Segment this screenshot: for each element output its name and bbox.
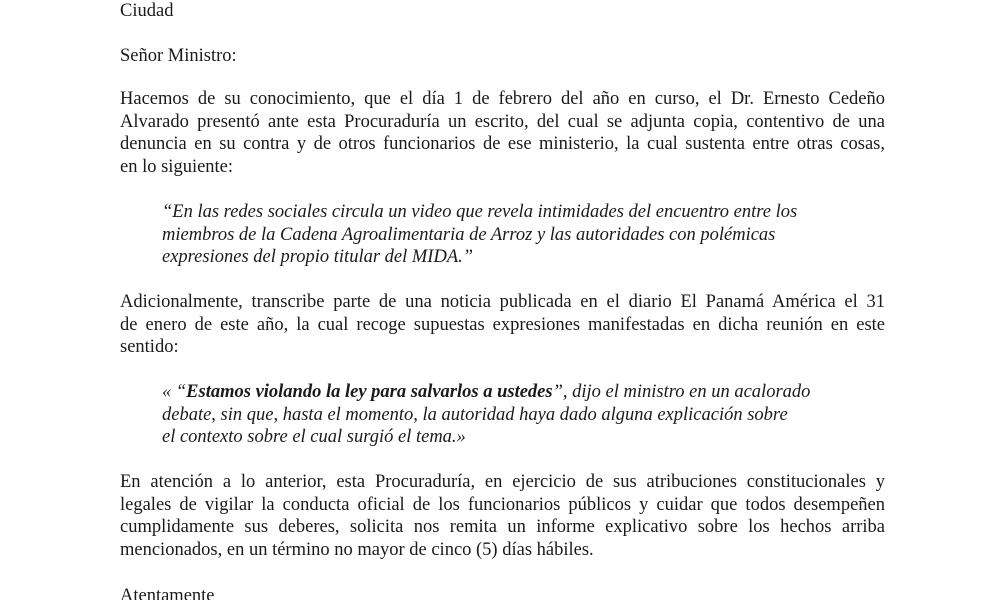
quote-line: expresiones del propio titular del MIDA.” (162, 247, 474, 267)
salutation: Señor Ministro: (120, 46, 237, 66)
paragraph-line: cumplidamente sus deberes, solicita nos remita un informe explicativo sobre los hechos arriba (120, 517, 885, 537)
quote-minister-statement (162, 381, 852, 449)
paragraph-line: Adicionalmente, transcribe parte de una noticia publicada en el diario El Panamá América el 31 (120, 292, 885, 312)
quote-line: “En las redes sociales circula un video que revela intimidades del encuentro entre los (162, 202, 798, 222)
paragraph-line: mencionados, en un término no mayor de cinco (5) días hábiles. (120, 539, 594, 560)
paragraph-line: En atención a lo anterior, esta Procuraduría, en ejercicio de sus atribuciones constitucionales y (120, 472, 885, 492)
paragraph-request (120, 471, 885, 561)
paragraph-complaint-notice (120, 88, 885, 178)
quote-open-mark: « “ (162, 382, 187, 402)
paragraph-line: sentido: (120, 337, 179, 357)
paragraph-line: legales de vigilar la conducta oficial de los funcionarios públicos y cuidar que todos desempeñen (120, 494, 885, 515)
quote-line: el contexto sobre el cual surgió el tema.» (162, 427, 466, 447)
quote-line (162, 381, 852, 404)
paragraph-line: en lo siguiente: (120, 156, 234, 177)
quote-line: miembros de la Cadena Agroalimentaria de Arroz y las autoridades con polémicas (162, 224, 776, 245)
quote-social-media (162, 201, 852, 269)
quote-line: debate, sin que, hasta el momento, la autoridad haya dado alguna explicación sobre (162, 404, 788, 425)
paragraph-news-transcription (120, 291, 885, 359)
paragraph-line: denuncia en su contra y de otros funcionarios de ese ministerio, la cual sustenta entre otras cosas, (120, 134, 885, 154)
quote-bold-phrase: Estamos violando la ley para salvarlos a ustedes (186, 382, 553, 402)
city-line: Ciudad (120, 1, 174, 21)
paragraph-line: de enero de este año, la cual recoge supuestas expresiones manifestadas en dicha reunión en este (120, 314, 885, 335)
paragraph-line: Alvarado presentó ante esta Procuraduría un escrito, del cual se adjunta copia, contentivo de una (120, 111, 885, 132)
quote-line-rest: ”, dijo el ministro en un acalorado (552, 382, 811, 402)
paragraph-line: Hacemos de su conocimiento, que el día 1 de febrero del año en curso, el Dr. Ernesto Cedeño (120, 89, 885, 109)
closing-line: Atentamente (120, 586, 215, 600)
